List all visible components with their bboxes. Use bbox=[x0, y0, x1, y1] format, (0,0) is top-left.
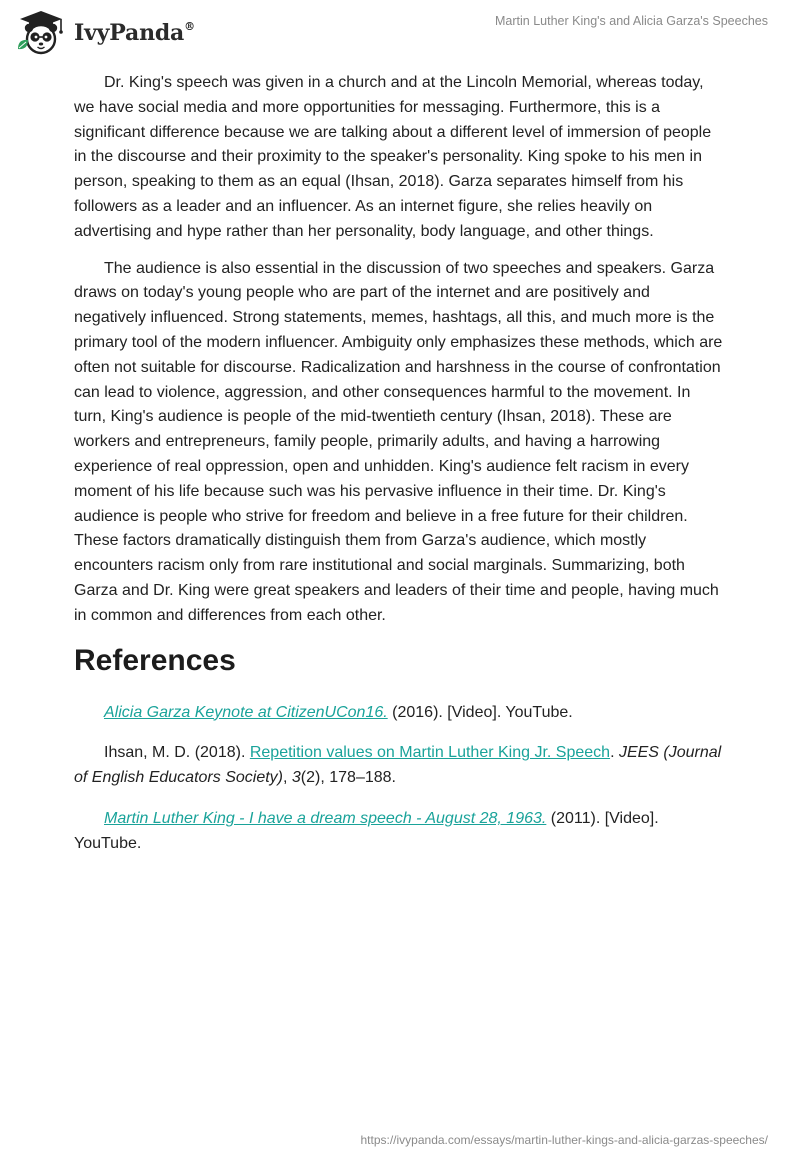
reference-pages: (2), 178–188. bbox=[300, 769, 396, 787]
reference-journal: JEES (Journal of English Educators Society) bbox=[74, 744, 722, 787]
reference-punctuation: . bbox=[610, 744, 619, 762]
document-title: Martin Luther King's and Alicia Garza's Speeches bbox=[495, 14, 768, 28]
page-header bbox=[0, 0, 800, 60]
reference-link[interactable]: Alicia Garza Keynote at CitizenUCon16. bbox=[104, 703, 388, 721]
reference-punctuation: , bbox=[283, 769, 292, 787]
registered-mark: ® bbox=[184, 19, 195, 33]
reference-author: Ihsan, M. D. (2018). bbox=[104, 744, 250, 762]
ivypanda-logo[interactable] bbox=[14, 9, 195, 57]
reference-item bbox=[74, 701, 724, 726]
brand-name-text: IvyPanda bbox=[74, 20, 185, 46]
body-paragraph: The audience is also essential in the discussion of two speeches and speakers. Garza draws on today's young people who are part of the internet and are positively and negatively influenced. Strong statements, memes, hashtags, all this, and much more is the primary tool of the modern influencer. Ambiguity only emphasizes these methods, which are often not suitable for discourse. Radicalization and harshness in the course of confrontation can lead to violence, aggression, and other consequences harmful to the movement. In turn, King's audience is people of the mid-twentieth century (Ihsan, 2018). These are workers and entrepreneurs, family people, primarily adults, and having a harrowing experience of real oppression, open and unhidden. King's audience felt racism in every moment of his life because such was his pervasive influence in their time. Dr. King's audience is people who strive for freedom and believe in a free future for their children. These factors dramatically distinguish them from Garza's audience, which mostly encounters racism only from rare institutional and social marginals. Summarizing, both Garza and Dr. King were great speakers and leaders of their time and people, having much in common and differences from each other. bbox=[74, 259, 723, 624]
panda-graduate-icon bbox=[14, 9, 72, 57]
reference-details: (2011). [Video]. YouTube. bbox=[74, 809, 659, 852]
body-paragraph: Dr. King's speech was given in a church and at the Lincoln Memorial, whereas today, we have social media and more opportunities for messaging. Furthermore, this is a significant difference because we are talking about a different level of immersion of people in the discourse and their proximity to the speaker's personality. King spoke to his men in person, speaking to them as an equal (Ihsan, 2018). Garza separates himself from his followers as a leader and an influencer. As an internet figure, she relies heavily on advertising and hype rather than her personality, body language, and other things. bbox=[74, 74, 712, 240]
reference-item bbox=[74, 807, 724, 857]
reference-link[interactable]: Martin Luther King - I have a dream speech - August 28, 1963. bbox=[104, 809, 547, 827]
reference-item bbox=[74, 741, 724, 791]
reference-volume: 3 bbox=[291, 769, 301, 787]
brand-name bbox=[74, 20, 195, 46]
references-heading: References bbox=[74, 643, 236, 677]
reference-details: (2016). [Video]. YouTube. bbox=[387, 703, 573, 721]
reference-link[interactable]: Repetition values on Martin Luther King Jr. Speech bbox=[249, 744, 611, 762]
essay-content bbox=[74, 71, 724, 873]
footer-url[interactable]: https://ivypanda.com/essays/martin-luther-kings-and-alicia-garzas-speeches/ bbox=[360, 1133, 768, 1147]
